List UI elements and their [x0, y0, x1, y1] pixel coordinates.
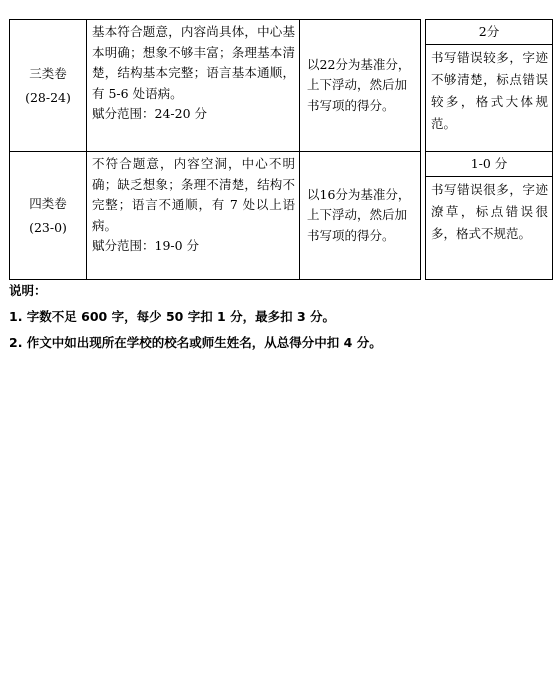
handwriting-score-cell: 1-0 分 [426, 152, 553, 177]
description-text: 不符合题意，内容空洞，中心不明确；缺乏想象；条理不清楚，结构不完整；语言不通顺，有 7 处以上语病。 [92, 156, 295, 233]
note-item-1: 1. 字数不足 600 字，每少 50 字扣 1 分，最多扣 3 分。 [9, 309, 335, 324]
description-cell [87, 152, 300, 280]
description-cell [87, 20, 300, 152]
note-item-2: 2. 作文中如出现所在学校的校名或师生姓名，从总得分中扣 4 分。 [9, 335, 382, 350]
description-text: 基本符合题意，内容尚具体，中心基本明确；想象不够丰富；条理基本清楚，结构基本完整；语言基本通顺，有 5-6 处语病。 [92, 24, 295, 101]
category-range: (28-24) [25, 89, 71, 105]
category-label: 三类卷 [29, 65, 67, 81]
notes-section [9, 282, 549, 360]
grading-table [9, 19, 553, 280]
category-range: (23-0) [29, 219, 67, 235]
handwriting-score-cell: 2分 [426, 20, 553, 45]
handwriting-desc-cell: 书写错误很多，字迹潦草，标点错误很多，格式不规范。 [426, 177, 553, 280]
handwriting-desc-cell: 书写错误较多，字迹不够清楚，标点错误较多，格式大体规范。 [426, 45, 553, 152]
score-range-text: 赋分范围：24-20 分 [92, 106, 208, 121]
base-rule-cell: 以22分为基准分，上下浮动，然后加书写项的得分。 [300, 20, 421, 152]
category-cell [10, 152, 87, 280]
category-cell [10, 20, 87, 152]
table-row [10, 20, 553, 45]
notes-heading: 说明： [9, 283, 47, 298]
score-range-text: 赋分范围：19-0 分 [92, 238, 200, 253]
table-row [10, 152, 553, 177]
category-label: 四类卷 [29, 195, 67, 211]
base-rule-cell: 以16分为基准分，上下浮动，然后加书写项的得分。 [300, 152, 421, 280]
